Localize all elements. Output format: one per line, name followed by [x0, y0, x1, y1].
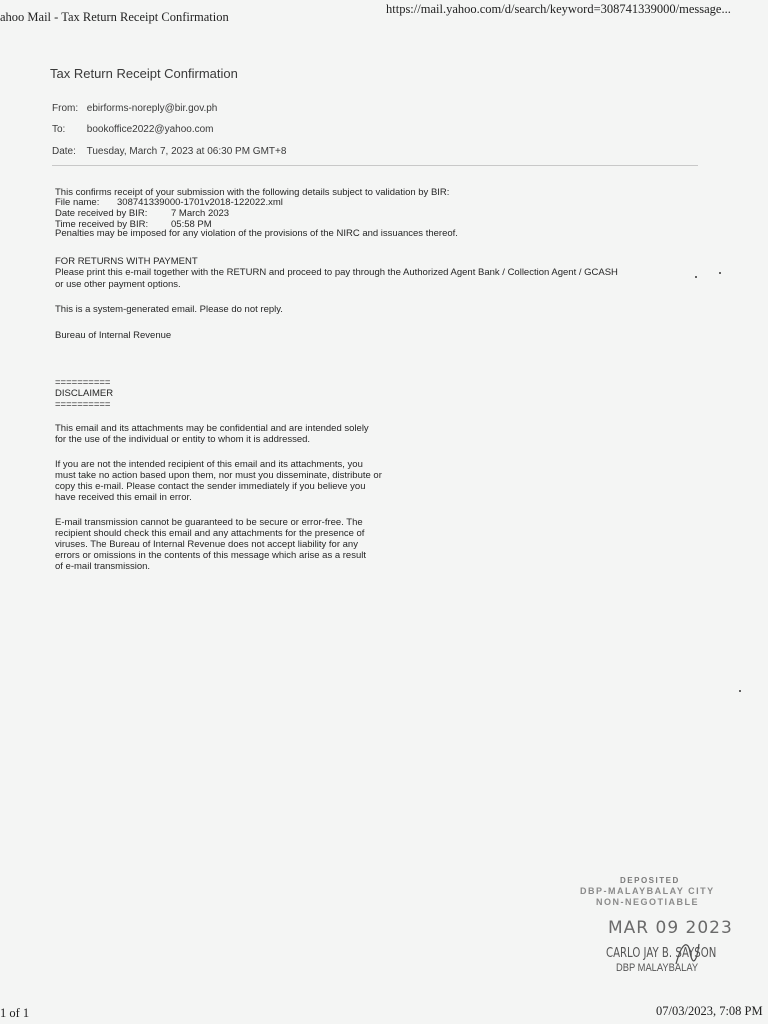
print-footer-datetime: 07/03/2023, 7:08 PM	[656, 1004, 763, 1018]
body-intro: This confirms receipt of your submission with the following details subject to validation by BIR:	[55, 187, 450, 198]
disclaimer-p2-line: If you are not the intended recipient of this email and its attachments, you	[55, 459, 363, 470]
disclaimer-p2-line: must take no action based upon them, nor must you disseminate, distribute or	[55, 470, 382, 481]
from-row	[52, 103, 217, 114]
scan-speck	[695, 276, 697, 278]
print-footer-page: 1 of 1	[0, 1006, 30, 1020]
print-header-title: ahoo Mail - Tax Return Receipt Confirmation	[0, 10, 229, 24]
file-name-value: 308741339000-1701v2018-122022.xml	[117, 197, 283, 208]
payment-line-1: Please print this e-mail together with the RETURN and proceed to pay through the Authorized Agent Bank / Collection Agent / GCASH	[55, 267, 618, 278]
stamp-deposited: DEPOSITED	[620, 876, 680, 885]
disclaimer-p3-line: of e-mail transmission.	[55, 561, 151, 572]
stamp-branch: DBP-MALAYBALAY CITY	[580, 886, 715, 896]
disclaimer-p3-line: recipient should check this email and any attachments for the presence of	[55, 528, 365, 539]
disclaimer-p2-line: have received this email in error.	[55, 492, 192, 503]
date-value: Tuesday, March 7, 2023 at 06:30 PM GMT+8	[86, 146, 287, 157]
disclaimer-p3-line: viruses. The Bureau of Internal Revenue does not accept liability for any	[55, 539, 358, 550]
from-address: ebirforms-noreply@bir.gov.ph	[86, 103, 218, 114]
payment-heading: FOR RETURNS WITH PAYMENT	[55, 256, 198, 267]
stamp-signatory: CARLO JAY B. SAYSON	[606, 946, 717, 961]
scan-speck	[739, 690, 741, 692]
disclaimer-p2-line: copy this e-mail. Please contact the sender immediately if you believe you	[55, 481, 366, 492]
to-address: bookoffice2022@yahoo.com	[86, 124, 214, 135]
file-name-row	[55, 197, 283, 208]
from-label: From:	[52, 103, 79, 114]
signature-scribble-icon	[672, 938, 702, 968]
date-received-label: Date received by BIR:	[55, 208, 148, 219]
system-note: This is a system-generated email. Please do not reply.	[55, 304, 283, 315]
time-received-value: 05:58 PM	[171, 219, 212, 230]
scan-speck	[719, 272, 721, 274]
disclaimer-p1-line: This email and its attachments may be confidential and are intended solely	[55, 423, 369, 434]
date-received-value: 7 March 2023	[171, 208, 230, 219]
stamp-signatory-branch: DBP MALAYBALAY	[616, 962, 699, 974]
sender-signature: Bureau of Internal Revenue	[55, 330, 172, 341]
email-subject: Tax Return Receipt Confirmation	[50, 66, 238, 81]
print-header-url: https://mail.yahoo.com/d/search/keyword=308741339000/message...	[386, 2, 731, 16]
separator-bottom: ==========	[55, 399, 111, 410]
date-label: Date:	[52, 146, 76, 157]
file-name-label: File name:	[55, 197, 100, 208]
disclaimer-p3-line: E-mail transmission cannot be guaranteed to be secure or error-free. The	[55, 517, 363, 528]
time-received-label: Time received by BIR:	[55, 219, 149, 230]
date-row	[52, 146, 286, 157]
header-divider	[52, 165, 698, 166]
date-received-row	[55, 208, 229, 219]
stamp-date: MAR 09 2023	[608, 918, 733, 938]
separator-top: ==========	[55, 377, 111, 388]
deposit-stamp	[560, 870, 750, 980]
stamp-non-negotiable: NON-NEGOTIABLE	[596, 897, 699, 907]
disclaimer-p3-line: errors or omissions in the contents of this message which arise as a result	[55, 550, 366, 561]
penalties-note: Penalties may be imposed for any violation of the provisions of the NIRC and issuances thereof.	[55, 228, 458, 239]
disclaimer-title: DISCLAIMER	[55, 388, 114, 399]
to-row	[52, 124, 214, 135]
to-label: To:	[52, 124, 66, 135]
payment-line-2: or use other payment options.	[55, 279, 181, 290]
disclaimer-p1-line: for the use of the individual or entity to whom it is addressed.	[55, 434, 311, 445]
